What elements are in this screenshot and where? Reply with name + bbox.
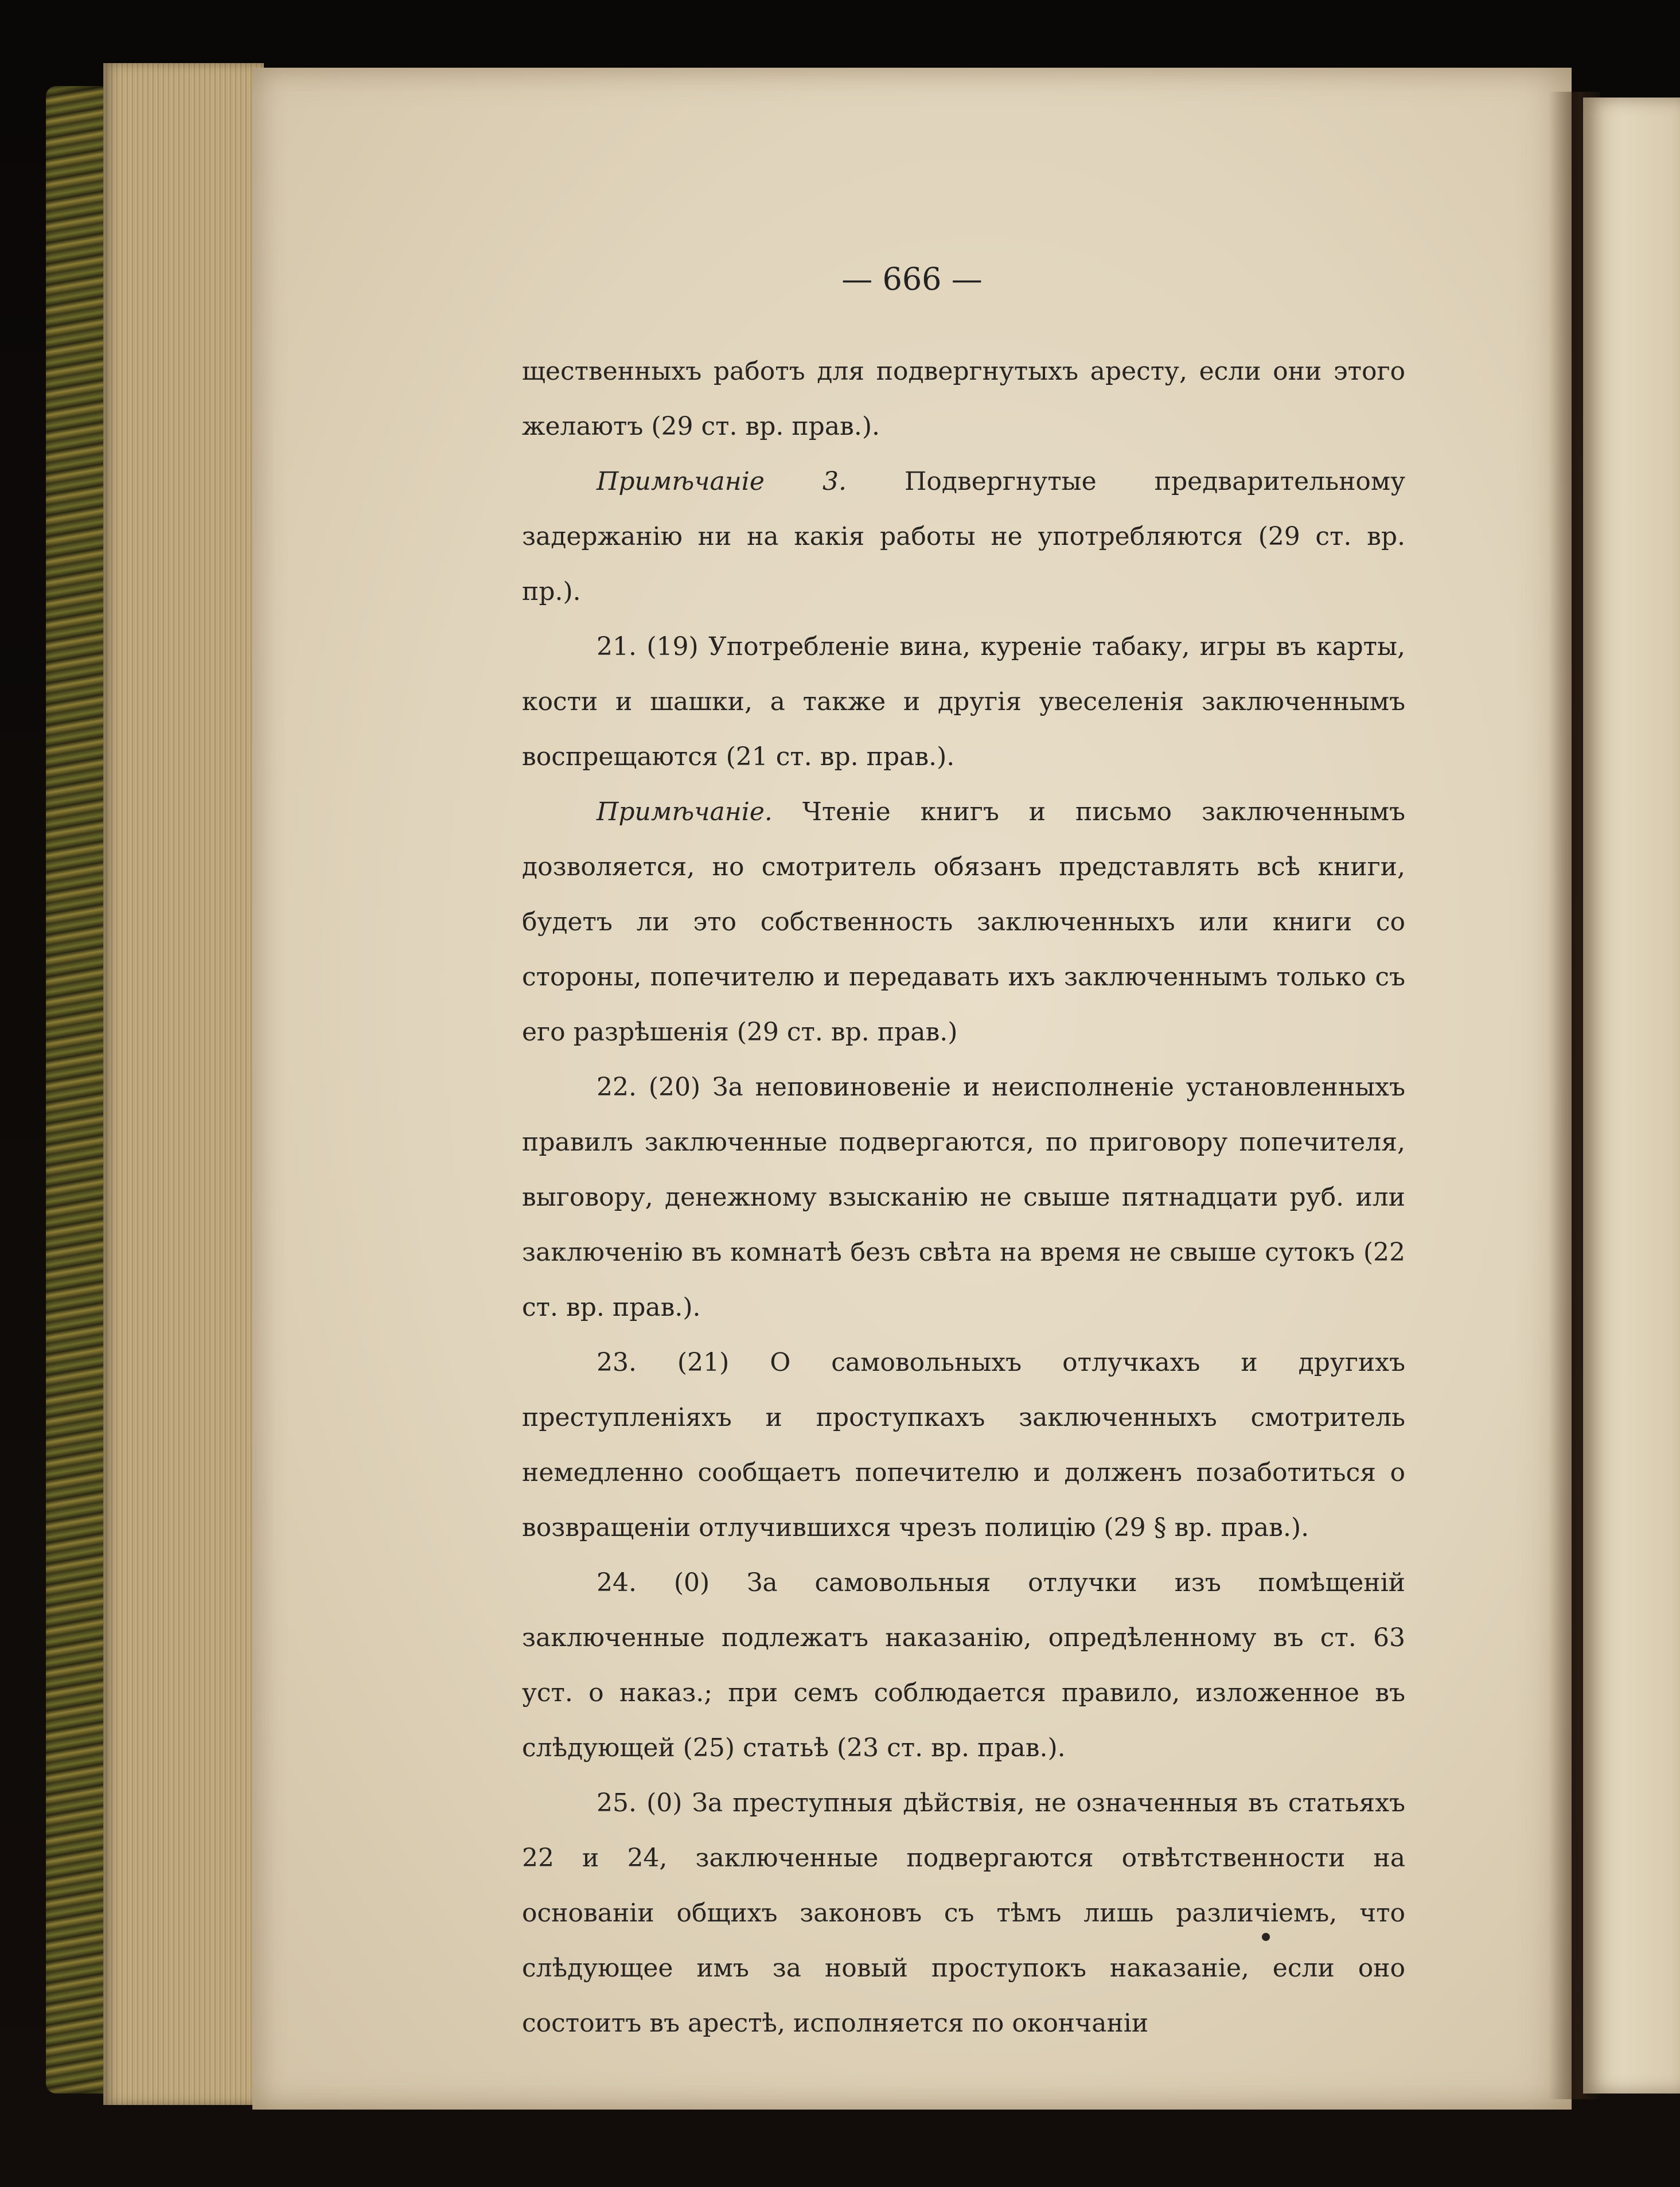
paragraph-text: Подвергнутые предварительному задержанію ни на какія работы не употребляются (29 ст. вр. пр.). (522, 467, 1406, 606)
paragraph (522, 454, 1405, 619)
page-text (522, 344, 1405, 2051)
paragraph (522, 1556, 1405, 1776)
ink-dot (1262, 1933, 1270, 1941)
paragraph-text: щественныхъ работъ для подвергнутыхъ аресту, если они этого желаютъ (29 ст. вр. прав.). (522, 357, 1405, 441)
paragraph (522, 344, 1405, 454)
paragraph-text: Чтеніе книгъ и письмо заключеннымъ дозволяется, но смотритель обязанъ представлять всѣ книги, будетъ ли это собственность заключенныхъ или книги со стороны, попечителю и передавать ихъ заключеннымъ только съ его разрѣшенія (29 ст. вр. прав.) (522, 797, 1405, 1047)
paragraph-lead: Примѣчаніе 3. (597, 467, 847, 496)
page-stack-edge (103, 63, 264, 2105)
paragraph (522, 1335, 1405, 1556)
paragraph-text: 24. (0) За самовольныя отлучки изъ помѣщеній заключенные подлежатъ наказанію, опредѣленному въ ст. 63 уст. о наказ.; при семъ соблюдается правило, изложенное въ слѣдующей (25) статьѣ (23 ст. вр. прав.). (522, 1568, 1405, 1763)
paragraph-text: 22. (20) За неповиновеніе и неисполненіе установленныхъ правилъ заключенные подвергаются, по приговору попечителя, выговору, денежному взысканію не свыше пятнадцати руб. или заключенію въ комнатѣ безъ свѣта на время не свыше сутокъ (22 ст. вр. прав.). (522, 1073, 1405, 1322)
paragraph (522, 1776, 1405, 2051)
paragraph-text: 21. (19) Употребленіе вина, куреніе табаку, игры въ карты, кости и шашки, а также и другія увеселенія заключеннымъ воспрещаются (21 ст. вр. прав.). (522, 632, 1405, 771)
paragraph-text: 23. (21) О самовольныхъ отлучкахъ и другихъ преступленіяхъ и проступкахъ заключенныхъ смотритель немедленно сообщаетъ попечителю и долженъ позаботиться о возвращеніи отлучившихся чрезъ полицію (29 § вр. прав.). (522, 1348, 1405, 1542)
paragraph (522, 785, 1405, 1060)
next-page-edge (1583, 98, 1680, 2094)
paragraph (522, 1060, 1405, 1335)
page-number: — 666 — (841, 261, 983, 297)
paragraph-lead: Примѣчаніе. (597, 797, 773, 827)
paragraph-text: 25. (0) За преступныя дѣйствія, не означенныя въ статьяхъ 22 и 24, заключенные подвергаются отвѣтственности на основаніи общихъ законовъ съ тѣмъ лишь различіемъ, что слѣдующее имъ за новый проступокъ наказаніе, если оно состоитъ въ арестѣ, исполняется по окончаніи (522, 1788, 1405, 2038)
paragraph (522, 619, 1405, 785)
